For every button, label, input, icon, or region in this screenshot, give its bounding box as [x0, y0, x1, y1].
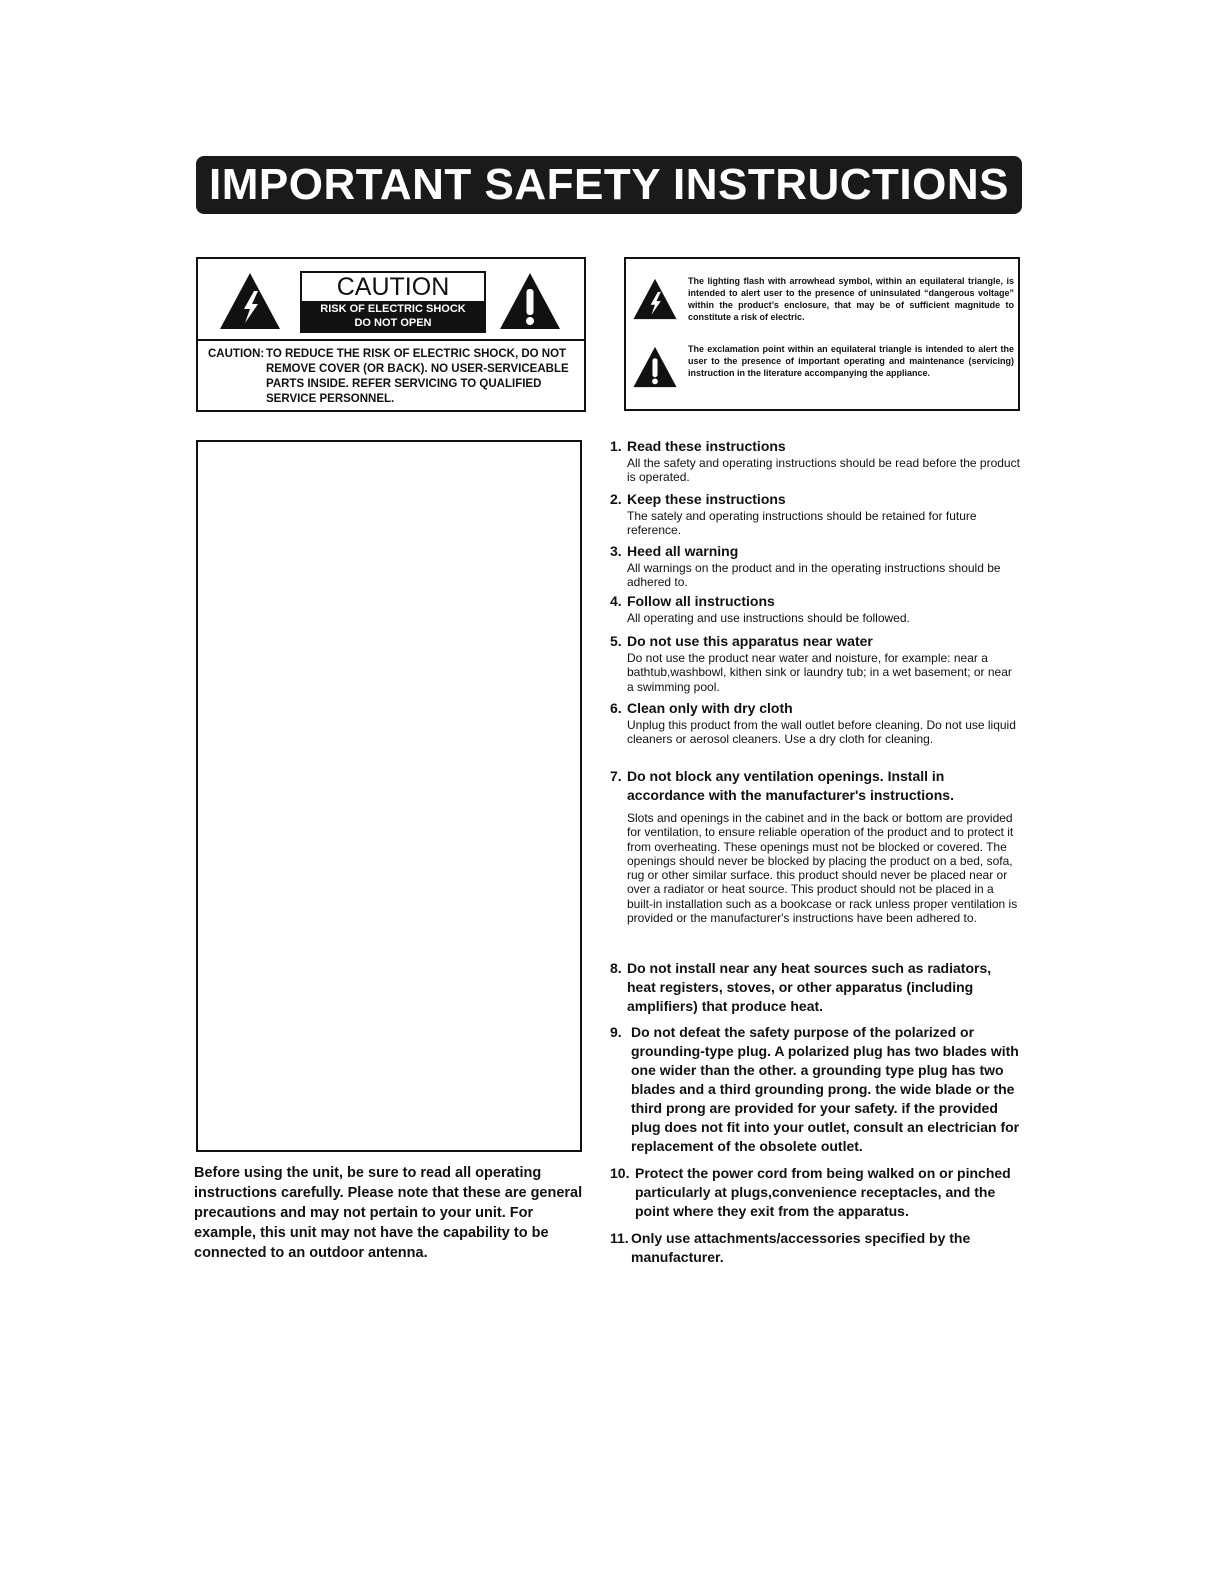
instruction-title: Do not use this apparatus near water: [627, 633, 873, 649]
instruction-heading: [610, 490, 1020, 509]
caution-sub-line2: DO NOT OPEN: [354, 317, 432, 329]
instruction-title: Do not install near any heat sources such as radiators, heat registers, stoves, or other apparatus (including amplifiers) that produce heat.: [627, 960, 992, 1014]
instruction-item: [610, 959, 1020, 1016]
instruction-heading: [610, 1164, 1020, 1221]
symbol-explanation-box: [624, 257, 1020, 411]
instruction-description: All operating and use instructions should be followed.: [627, 611, 910, 625]
exclamation-warning-icon: [632, 345, 678, 389]
instruction-number: 4.: [610, 593, 622, 609]
instruction-number: 8.: [610, 960, 622, 976]
instruction-description: Slots and openings in the cabinet and in the back or bottom are provided for ventilation, to ensure reliable operation of the product and to protect it from overheating. These openings must not be blocked or covered. The openings should never be blocked by placing the product on a bed, sofa, rug or other similar surface. this product should never be placed near or over a radiator or heat source. This product should not be placed in a built-in installation such as a bookcase or rack unless proper ventilation is provided or the manufacturer's instructions have been adhered to.: [627, 811, 1018, 926]
instruction-title: Protect the power cord from being walked on or pinched particularly at plugs,convenience receptacles, and the point where they exit from the apparatus.: [635, 1165, 1011, 1219]
lightning-warning-icon: [632, 277, 678, 321]
instruction-heading: [610, 437, 1020, 456]
page-title-banner: [196, 156, 1022, 214]
instruction-number: 10.: [610, 1165, 630, 1181]
exclamation-warning-icon: [498, 271, 562, 331]
instruction-item: [610, 490, 1020, 538]
lightning-warning-icon: [218, 271, 282, 331]
instruction-description: All warnings on the product and in the operating instructions should be adhered to.: [627, 561, 1001, 590]
instruction-number: 2.: [610, 491, 622, 507]
instruction-item: [610, 699, 1020, 747]
instruction-item: [610, 437, 1020, 485]
page-title: IMPORTANT SAFETY INSTRUCTIONS: [209, 160, 1009, 209]
instruction-heading: [610, 699, 1020, 718]
lightning-symbol-text: The lighting flash with arrowhead symbol, within an equilateral triangle, is intended to alert user to the presence of uninsulated “dangerous voltage” within the product’s enclosure, that may be of sufficient magnitude to constitute a risk of electric.: [688, 276, 1014, 322]
instruction-number: 11.: [610, 1230, 629, 1246]
instruction-heading: [610, 1229, 1020, 1267]
instruction-heading: [610, 592, 1020, 611]
instruction-description: The sately and operating instructions should be retained for future reference.: [627, 509, 977, 538]
instruction-number: 6.: [610, 700, 622, 716]
instruction-item: [610, 1229, 1020, 1267]
caution-label: [300, 271, 486, 333]
blank-illustration-box: [196, 440, 582, 1152]
instruction-number: 3.: [610, 543, 622, 559]
instruction-heading: [610, 959, 1020, 1016]
caution-text-body: TO REDUCE THE RISK OF ELECTRIC SHOCK, DO NOT REMOVE COVER (OR BACK). NO USER-SERVICEABLE PARTS INSIDE. REFER SERVICING TO QUALIFIED SERVICE PERSONNEL.: [266, 348, 569, 405]
instruction-title: Keep these instructions: [627, 491, 786, 507]
instruction-item: [610, 767, 1020, 925]
caution-text-lead: CAUTION:: [208, 348, 265, 360]
instruction-heading: [610, 632, 1020, 651]
instruction-title: Only use attachments/accessories specified by the manufacturer.: [631, 1230, 971, 1265]
instruction-item: [610, 592, 1020, 625]
instruction-item: [610, 1164, 1020, 1221]
exclamation-symbol-text: The exclamation point within an equilateral triangle is intended to alert the user to the presence of important operating and maintenance (servicing) instruction in the literature accompanying the appliance.: [688, 344, 1014, 378]
instruction-title: Read these instructions: [627, 438, 786, 454]
instruction-description: Unplug this product from the wall outlet before cleaning. Do not use liquid cleaners or aerosol cleaners. Use a dry cloth for cleaning.: [627, 718, 1016, 747]
instruction-number: 9.: [610, 1024, 622, 1040]
caution-word: CAUTION: [336, 273, 450, 301]
caution-sub-line1: RISK OF ELECTRIC SHOCK: [320, 303, 466, 315]
caution-box: [196, 257, 586, 412]
instruction-description: Do not use the product near water and noisture, for example: near a bathtub,washbowl, kithen sink or laundry tub; in a wet basement; or near a swimming pool.: [627, 651, 1012, 694]
instruction-title: Heed all warning: [627, 543, 739, 559]
instruction-number: 7.: [610, 768, 622, 784]
instruction-number: 1.: [610, 438, 622, 454]
instruction-item: [610, 632, 1020, 694]
instruction-title: Follow all instructions: [627, 593, 775, 609]
instruction-heading: [610, 1023, 1020, 1156]
instruction-title: Do not block any ventilation openings. Install in accordance with the manufacturer's instructions.: [627, 768, 954, 803]
caution-subtitle: [302, 301, 484, 331]
instruction-number: 5.: [610, 633, 622, 649]
instruction-title: Do not defeat the safety purpose of the polarized or grounding-type plug. A polarized plug has two blades with one wider than the other. a grounding type plug has two blades and a third grounding prong. the wide blade or the third prong are provided for your safety. if the provided plug does not fit into your outlet, consult an electrician for replacement of the obsolete outlet.: [631, 1024, 1020, 1154]
instruction-description: All the safety and operating instructions should be read before the product is operated.: [627, 456, 1020, 485]
caution-header: [198, 259, 584, 341]
instruction-heading: [610, 542, 1020, 561]
instruction-title: Clean only with dry cloth: [627, 700, 793, 716]
before-using-notice: Before using the unit, be sure to read all operating instructions carefully. Please note that these are general precautions and may not pertain to your unit. For example, this unit may not have the capability to be connected to an outdoor antenna.: [194, 1165, 583, 1261]
instruction-heading: [610, 767, 1020, 805]
instruction-item: [610, 542, 1020, 590]
instruction-item: [610, 1023, 1020, 1156]
